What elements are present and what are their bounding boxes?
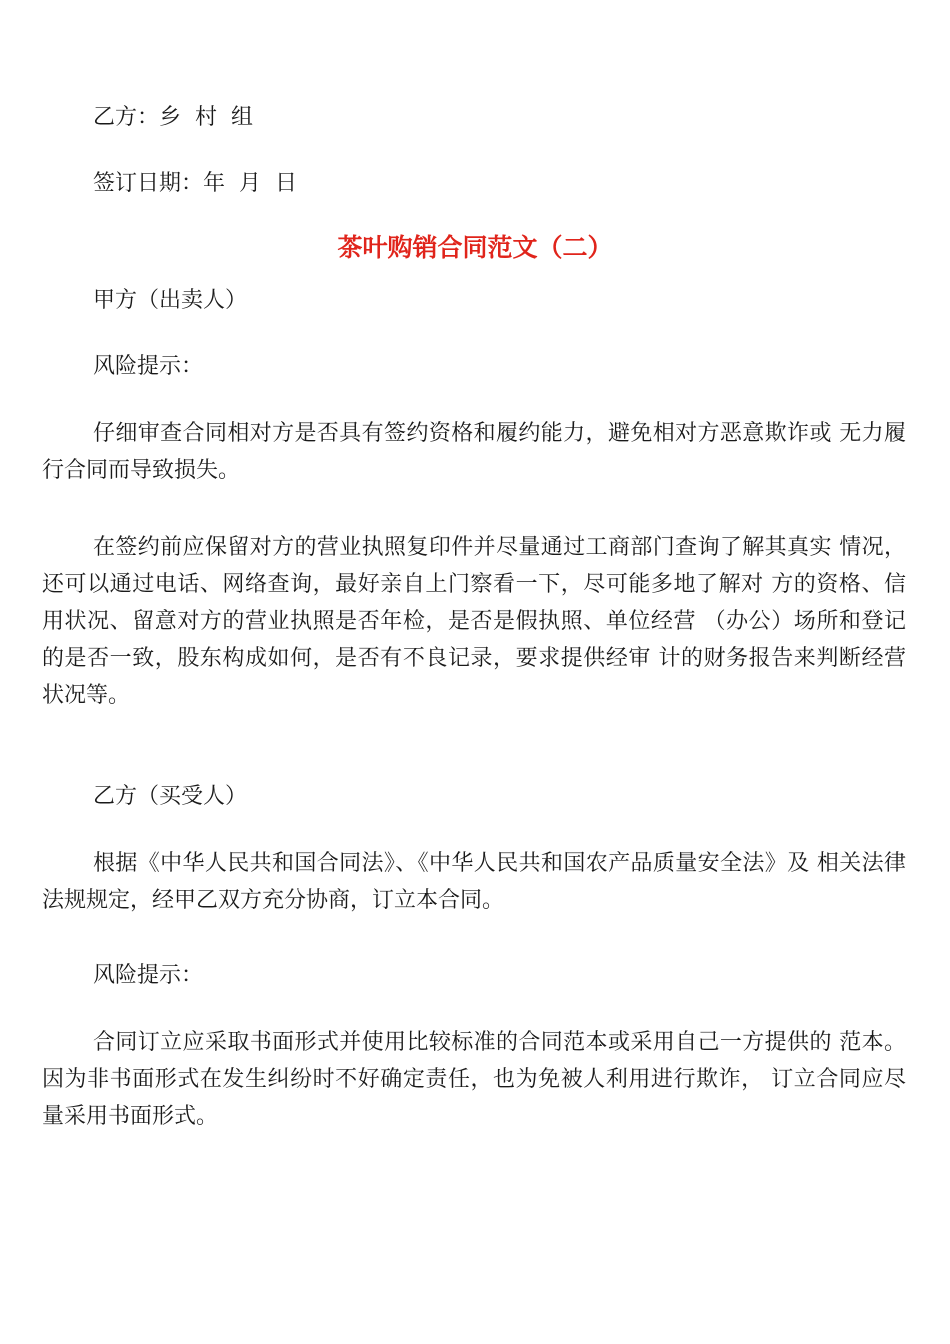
paragraph-qualification-check: 仔细审查合同相对方是否具有签约资格和履约能力，避免相对方恶意欺诈或 无力履行合同而导致损失。 [42, 421, 906, 483]
paragraph-license-verification: 在签约前应保留对方的营业执照复印件并尽量通过工商部门查询了解其真实 情况，还可以通过电话、网络查询，最好亲自上门察看一下，尽可能多地了解对 方的资格、信用状况、留意对方的营业执照是否年检，是否是假执照、单位经营 （办公）场所和登记的是否一致，股东构成如何，是否有不良记录，要求提供经审 计的财务报告来判断经营状况等。 [42, 535, 906, 708]
party-a-seller-line: 甲方（出卖人） [93, 288, 248, 313]
paragraph-written-form: 合同订立应采取书面形式并使用比较标准的合同范本或采用自己一方提供的 范本。因为非书面形式在发生纠纷时不好确定责任，也为免被人利用进行欺诈， 订立合同应尽量采用书面形式。 [42, 1030, 906, 1129]
sign-date-line: 签订日期：年 月 日 [93, 171, 297, 196]
party-b-buyer-line: 乙方（买受人） [93, 784, 248, 809]
risk-label-2: 风险提示： [93, 963, 204, 988]
party-b-village-line: 乙方：乡 村 组 [93, 105, 253, 130]
document-title: 茶叶购销合同范文（二） [337, 233, 613, 262]
risk-label-1: 风险提示： [93, 354, 204, 379]
paragraph-legal-basis: 根据《中华人民共和国合同法》、《中华人民共和国农产品质量安全法》及 相关法律法规规定，经甲乙双方充分协商，订立本合同。 [42, 851, 906, 913]
